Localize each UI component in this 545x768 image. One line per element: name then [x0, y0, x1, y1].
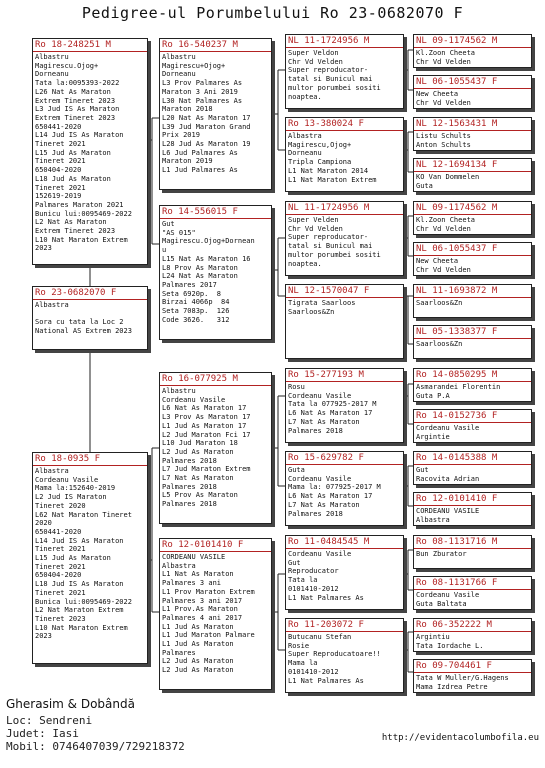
pigeon-details: Tata W Muller/G.Hagens Mama Izdrea Petre: [416, 674, 509, 691]
ring-number: Ro 14-0850295 M: [414, 369, 531, 382]
ring-number: Ro 15-629782 F: [286, 452, 403, 465]
pigeon-details: Guta Cordeanu Vasile Mama la: 077925-2017 M L6 Nat As Maraton 17 L7 Nat As Maraton Palmares 2018: [288, 466, 381, 518]
pigeon-details: Albastru Magirescu+Ojog+ Dorneanu L3 Prov Palmares As Maraton 3 Ani 2019 L30 Nat Palmares As Maraton 2018 L20 Nat As Maraton 17 L39 Jud Maraton Grand Prix 2019 L28 Jud As Maraton 19 L6 Jud Palmares As Maraton 2019 L1 Jud Palmares As: [162, 53, 251, 175]
ring-number: Ro 16-077925 M: [160, 373, 271, 386]
ancestor-card-6[interactable]: [413, 242, 532, 276]
ring-number: NL 05-1338377 F: [414, 326, 531, 339]
pigeon-details: Kl.Zoon Cheeta Chr Vd Velden: [416, 216, 476, 233]
ring-number: NL 11-1724956 M: [286, 202, 403, 215]
ring-number: Ro 14-0145388 M: [414, 452, 531, 465]
ring-number: NL 12-1570047 F: [286, 285, 403, 298]
ring-number: Ro 23-0682070 F: [33, 287, 147, 300]
ring-number: NL 12-1694134 F: [414, 159, 531, 172]
ancestor-card-10[interactable]: [413, 409, 532, 443]
pigeon-details: Asmarandei Florentin Guta P.A: [416, 383, 501, 400]
dam-dam-sire-card[interactable]: [285, 535, 404, 610]
ancestor-card-13[interactable]: [413, 535, 532, 569]
pigeon-details: Cordeanu Vasile Argintie: [416, 424, 480, 441]
ancestor-card-1[interactable]: [413, 34, 532, 68]
pigeon-details: Tigrata Saarloos Saarloos&Zn: [288, 299, 356, 316]
website-link[interactable]: http://evidentacolumbofila.eu: [381, 733, 539, 743]
ring-number: Ro 12-0101410 F: [414, 493, 531, 506]
ring-number: Ro 18-248251 M: [33, 39, 147, 52]
ring-number: NL 11-1693872 M: [414, 285, 531, 298]
sire-sire-dam-card[interactable]: [285, 117, 404, 192]
ancestor-card-12[interactable]: [413, 492, 532, 526]
ancestor-card-14[interactable]: [413, 576, 532, 610]
ancestor-card-5[interactable]: [413, 201, 532, 235]
ring-number: Ro 12-0101410 F: [160, 539, 271, 552]
breeder-county: Judet: Iasi: [6, 727, 79, 740]
pigeon-details: Rosu Cordeanu Vasile Tata la 077925-2017 M L6 Nat As Maraton 17 L7 Nat As Maraton Palmares 2018: [288, 383, 377, 435]
ring-number: Ro 08-1131766 F: [414, 577, 531, 590]
pigeon-details: Albastru Magirescu.Ojog+ Dorneanu Tata la:0095393-2022 L26 Nat As Maraton Extrem Tineret 2023 L3 Jud IS As Maraton Extrem Tineret 2023 650441-2020 L14 Jud IS As Maraton Tineret 2021 L15 Jud As Maraton Tineret 2021 650404-2020 L18 Jud As Maraton Tineret 2021 152619-2019 Palmares Maraton 2021 Bunicu lui:0095469-2022 L2 Nat As Maraton Extrem Tineret 2023 L10 Nat Maraton Extrem 2023: [35, 53, 132, 253]
ancestor-card-15[interactable]: [413, 618, 532, 652]
pigeon-details: Super Velden Chr Vd Velden Super reproducator- tatal si Bunicul mai multor porumbei sositi noaptea.: [288, 216, 381, 268]
pigeon-details: Albastra Cordeanu Vasile Mama la:152640-2019 L2 Jud IS Maraton Tineret 2020 L62 Nat Maraton Tineret 2020 650441-2020 L14 Jud IS As Maraton Tineret 2021 L15 Jud As Maraton Tineret 2021 650404-2020 L18 Jud IS As Maraton Tineret 2021 Bunica lui:0095469-2022 L2 Nat Maraton Extrem Tineret 2023 L10 Nat Maraton Extrem 2023: [35, 467, 132, 641]
pigeon-details: Gut Racovita Adrian: [416, 466, 480, 483]
ring-number: NL 09-1174562 M: [414, 202, 531, 215]
pigeon-details: Cordeanu Vasile Gut Reproducator Tata la 0101410-2012 L1 Nat Palmares As: [288, 550, 364, 602]
dam-sire-sire-card[interactable]: [285, 368, 404, 443]
ring-number: NL 11-1724956 M: [286, 35, 403, 48]
pigeon-details: Saarloos&Zn: [416, 340, 463, 348]
pigeon-details: Bun Zburator: [416, 550, 467, 558]
ring-number: Ro 11-0484545 M: [286, 536, 403, 549]
pigeon-details: KO Van Dommelen Guta: [416, 173, 480, 190]
ring-number: Ro 08-1131716 M: [414, 536, 531, 549]
ring-number: Ro 18-0935 F: [33, 453, 147, 466]
ancestor-card-8[interactable]: [413, 325, 532, 359]
pigeon-details: New Cheeta Chr Vd Velden: [416, 257, 471, 274]
ring-number: NL 06-1055437 F: [414, 243, 531, 256]
sire-dam-card[interactable]: [159, 205, 272, 340]
ancestor-card-2[interactable]: [413, 75, 532, 109]
ring-number: NL 06-1055437 F: [414, 76, 531, 89]
pigeon-details: Argintiu Tata Iordache L.: [416, 633, 484, 650]
sire-dam-sire-card[interactable]: [285, 201, 404, 276]
dam-dam-card[interactable]: [159, 538, 272, 690]
dam-sire-dam-card[interactable]: [285, 451, 404, 526]
ring-number: Ro 13-380024 F: [286, 118, 403, 131]
ancestor-card-3[interactable]: [413, 117, 532, 151]
pigeon-details: Butucanu Stefan Rosie Super Reproducatoare!! Mama la 0101410-2012 L1 Nat Palmares As: [288, 633, 381, 685]
ring-number: Ro 06-352222 M: [414, 619, 531, 632]
sire-dam-dam-card[interactable]: [285, 284, 404, 359]
ring-number: NL 12-1563431 M: [414, 118, 531, 131]
ancestor-card-7[interactable]: [413, 284, 532, 318]
pigeon-details: Albastra Sora cu tata la Loc 2 National AS Extrem 2023: [35, 301, 132, 336]
pigeon-details: Albastra Magirescu,Ojog+ Dorneanu Tripla Campiona L1 Nat Maraton 2014 L1 Nat Maraton Extrem: [288, 132, 377, 184]
pigeon-details: Listu Schults Anton Schults: [416, 132, 471, 149]
ring-number: Ro 14-0152736 F: [414, 410, 531, 423]
sire-sire-card[interactable]: [159, 38, 272, 190]
pigeon-details: CORDEANU VASILE Albastra L1 Nat As Maraton Palmares 3 ani L1 Prov Maraton Extrem Palmares 3 ani 2017 L1 Prov.As Maraton Palmares 4 ani 2017 L1 Jud As Maraton L1 Jud Maraton Palmare L1 Jud As Maraton Palmares L2 Jud As Maraton L2 Jud As Maraton: [162, 553, 255, 675]
subject-card[interactable]: [32, 286, 148, 350]
ring-number: NL 09-1174562 M: [414, 35, 531, 48]
ancestor-card-16[interactable]: [413, 659, 532, 693]
ancestor-card-9[interactable]: [413, 368, 532, 402]
dam-card[interactable]: [32, 452, 148, 664]
dam-dam-dam-card[interactable]: [285, 618, 404, 693]
sire-sire-sire-card[interactable]: [285, 34, 404, 109]
ring-number: Ro 16-540237 M: [160, 39, 271, 52]
pigeon-details: Super Veldon Chr Vd Velden Super reproducator- tatal si Bunicul mai multor porumbei sositi noaptea.: [288, 49, 381, 101]
ancestor-card-11[interactable]: [413, 451, 532, 485]
ring-number: Ro 09-704461 F: [414, 660, 531, 673]
sire-card[interactable]: [32, 38, 148, 265]
pigeon-details: Cordeanu Vasile Guta Baltata: [416, 591, 480, 608]
breeder-phone: Mobil: 0746407039/729218372: [6, 740, 185, 753]
pigeon-details: CORDEANU VASILE Albastra: [416, 507, 480, 524]
ring-number: Ro 15-277193 M: [286, 369, 403, 382]
ancestor-card-4[interactable]: [413, 158, 532, 192]
pigeon-details: Saarloos&Zn: [416, 299, 463, 307]
ring-number: Ro 11-203072 F: [286, 619, 403, 632]
pigeon-details: New Cheeta Chr Vd Velden: [416, 90, 471, 107]
pigeon-details: Gut "AS 015" Magirescu.Ojog+Dornean u L15 Nat As Maraton 16 L8 Prov As Maraton L24 Nat As Maraton Palmares 2017 Seta 6920p. 8 Birzai 4066p 84 Seta 7083p. 126 Code 3626. 312: [162, 220, 255, 324]
page-title: Pedigree-ul Porumbelului Ro 23-0682070 F: [81, 4, 464, 22]
ring-number: Ro 14-556015 F: [160, 206, 271, 219]
breeder-location: Loc: Sendreni: [6, 714, 93, 727]
pigeon-details: Kl.Zoon Cheeta Chr Vd Velden: [416, 49, 476, 66]
breeder-name: Gherasim & Dobândă: [6, 697, 135, 711]
pigeon-details: Albastru Cordeanu Vasile L6 Nat As Maraton 17 L3 Prov As Maraton 17 L1 Jud As Maraton 17 L2 Jud Maraton Fci 17 L10 Jud Maraton 18 L2 Jud As Maraton Palmares 2018 L7 Jud Maraton Extrem L7 Nat As Maraton Palmares 2018 L5 Prov As Maraton Palmares 2018: [162, 387, 251, 509]
dam-sire-card[interactable]: [159, 372, 272, 524]
